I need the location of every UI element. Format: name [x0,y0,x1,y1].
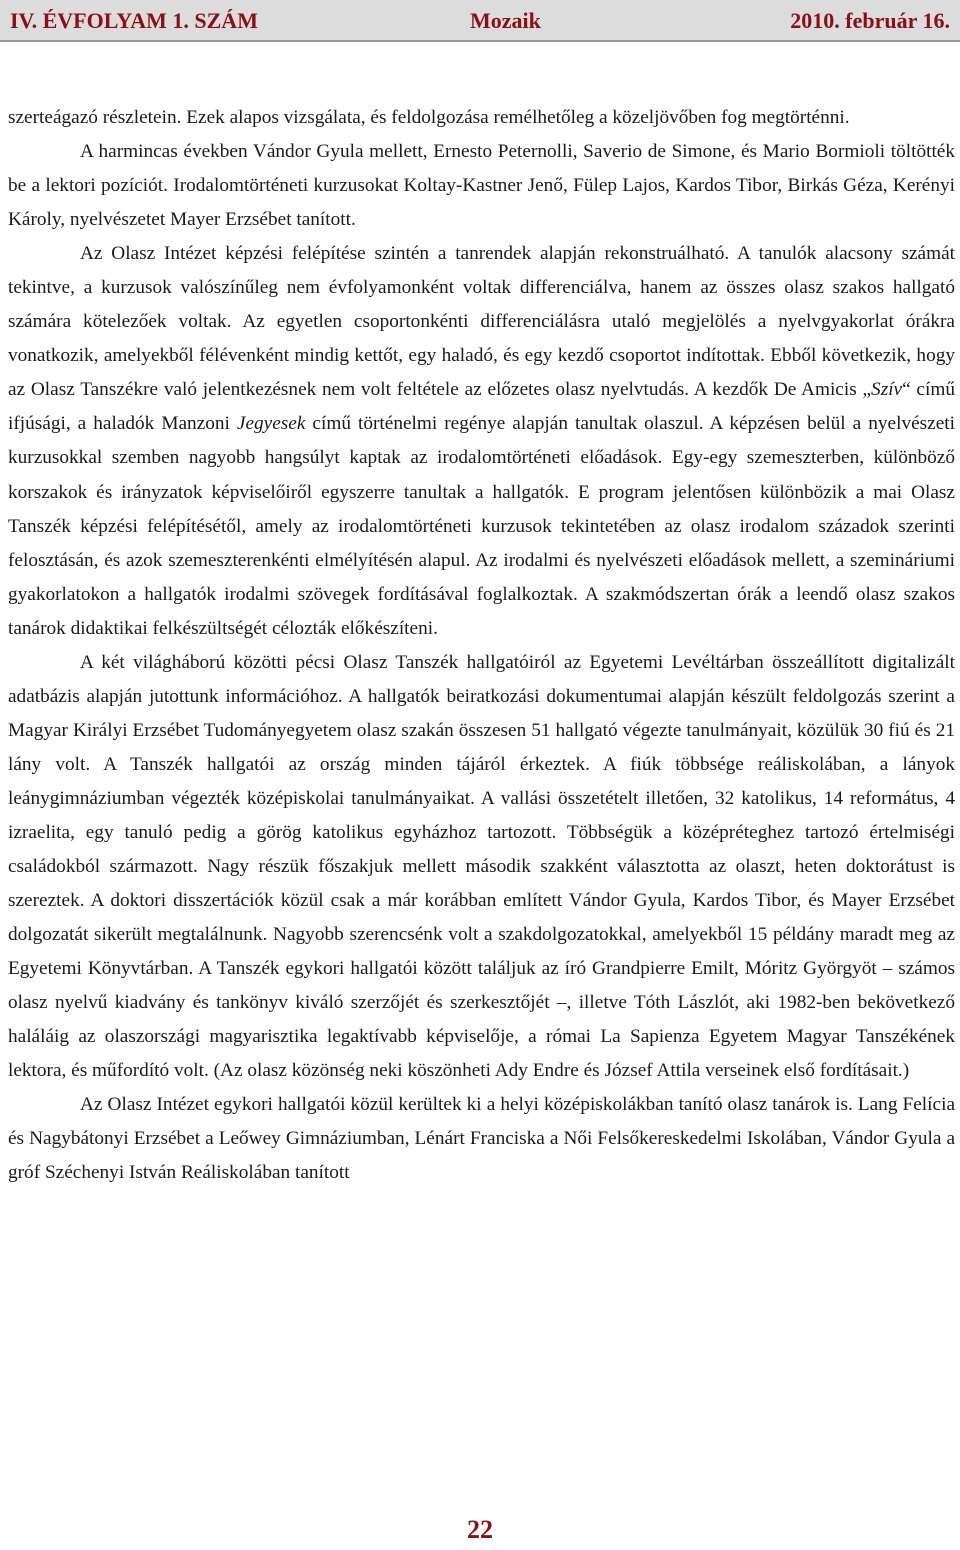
article-body [8,101,955,1191]
header-issue: IV. ÉVFOLYAM 1. SZÁM [10,8,258,33]
paragraph-1: szerteágazó részletein. Ezek alapos vizsgálata, és feldolgozása remélhetőleg a közeljövőben fog megtörténni. [8,107,850,128]
paragraph-5: Az Olasz Intézet egykori hallgatói közül kerültek ki a helyi középiskolákban tanító olasz tanárok is. Lang Felícia és Nagybátonyi Erzsébet a Leőwey Gimnáziumban, Lénárt Franciska a Női Felsőkereskedelmi Iskolában, Vándor Gyula a gróf Széchenyi István Reáliskolában tanított [8,1094,955,1184]
paragraph-3 [8,237,955,646]
book-title-jegyesek: Jegyesek [236,413,306,435]
paragraph-3-text-b: “ című ifjúsági, a haladók Manzoni [8,379,955,435]
page-number: 22 [467,1515,493,1544]
book-title-sziv: Szív [871,379,903,401]
header-journal-title: Mozaik [470,8,541,33]
paragraph-4: A két világháború közötti pécsi Olasz Tanszék hallgatóiról az Egyetemi Levéltárban összeállított digitalizált adatbázis alapján jutottunk információhoz. A hallgatók beiratkozási dokumentumai alapján készült feldolgozás szerint a Magyar Királyi Erzsébet Tudományegyetem olasz szakán összesen 51 hallgató végezte tanulmányait, közülük 30 fiú és 21 lány volt. A Tanszék hallgatói az ország minden tájáról érkeztek. A fiúk többsége reáliskolában, a lányok leánygimnáziumban végezték középiskolai tanulmányaikat. A vallási összetételt illetően, 32 katolikus, 14 református, 4 izraelita, egy tanuló pedig a görög katolikus egyházhoz tartozott. Többségük a középréteghez tartozó értelmiségi családokból származott. Nagy részük főszakjuk mellett második szakként választotta az olaszt, heten doktorátust is szereztek. A doktori disszertációk közül csak a már korábban említett Vándor Gyula, Kardos Tibor, és Mayer Erzsébet dolgozatát sikerült megtalálnunk. Nagyobb szerencsénk volt a szakdolgozatokkal, amelyekből 15 példány maradt meg az Egyetemi Könyvtárban. A Tanszék egykori hallgatói között találjuk az író Grandpierre Emilt, Móritz Györgyöt – számos olasz nyelvű kiadvány és tankönyv kiváló szerzőjét és szerkesztőjét –, illetve Tóth Lászlót, aki 1982-ben bekövetkező haláláig az olaszországi magyarisztika legaktívabb képviselője, a római La Sapienza Egyetem Magyar Tanszékének lektora, és műfordító volt. (Az olasz közönség neki köszönheti Ady Endre és József Attila verseinek első fordításait.) [8,651,955,1082]
paragraph-3-text-c: című történelmi regénye alapján tanultak olaszul. A képzésen belül a nyelvészeti kurzusokkal szemben nagyobb hangsúlyt kaptak az irodalomtörténeti előadások. Egy-egy szemeszterben, különböző korszakok és irányzatok képviselőiről egyszerre tanultak a hallgatók. E program jelentősen különbözik a mai Olasz Tanszék képzési felépítésétől, amely az irodalomtörténeti kurzusok tekintetében az olasz irodalom századok szerinti felosztásán, és azok szemeszterenkénti elmélyítésén alapul. Az irodalmi és nyelvészeti előadások mellett, a szemináriumi gyakorlatokon a hallgatók irodalmi szövegek fordításával foglalkoztak. A szakmódszertan órák a leendő olasz szakos tanárok didaktikai felkészültségét célozták előkészíteni. [8,413,955,639]
page-header [0,0,960,42]
header-date: 2010. február 16. [790,8,950,33]
paragraph-2: A harmincas években Vándor Gyula mellett, Ernesto Peternolli, Saverio de Simone, és Mario Bormioli töltötték be a lektori pozíciót. Irodalomtörténeti kurzusokat Koltay-Kastner Jenő, Fülep Lajos, Kardos Tibor, Birkás Géza, Kerényi Károly, nyelvészetet Mayer Erzsébet tanított. [8,141,955,231]
paragraph-3-text-a: Az Olasz Intézet képzési felépítése szintén a tanrendek alapján rekonstruálható. A tanulók alacsony számát tekintve, a kurzusok valószínűleg nem évfolyamonként voltak differenciálva, hanem az összes olasz szakos hallgató számára kötelezőek voltak. Az egyetlen csoportonkénti differenciálásra utaló megjelölés a nyelvgyakorlat órákra vonatkozik, amelyekből félévenként mindig kettőt, egy haladó, és egy kezdő csoportot indítottak. Ebből következik, hogy az Olasz Tanszékre való jelentkezésnek nem volt feltétele az előzetes olasz nyelvtudás. A kezdők De Amicis „ [8,243,955,401]
